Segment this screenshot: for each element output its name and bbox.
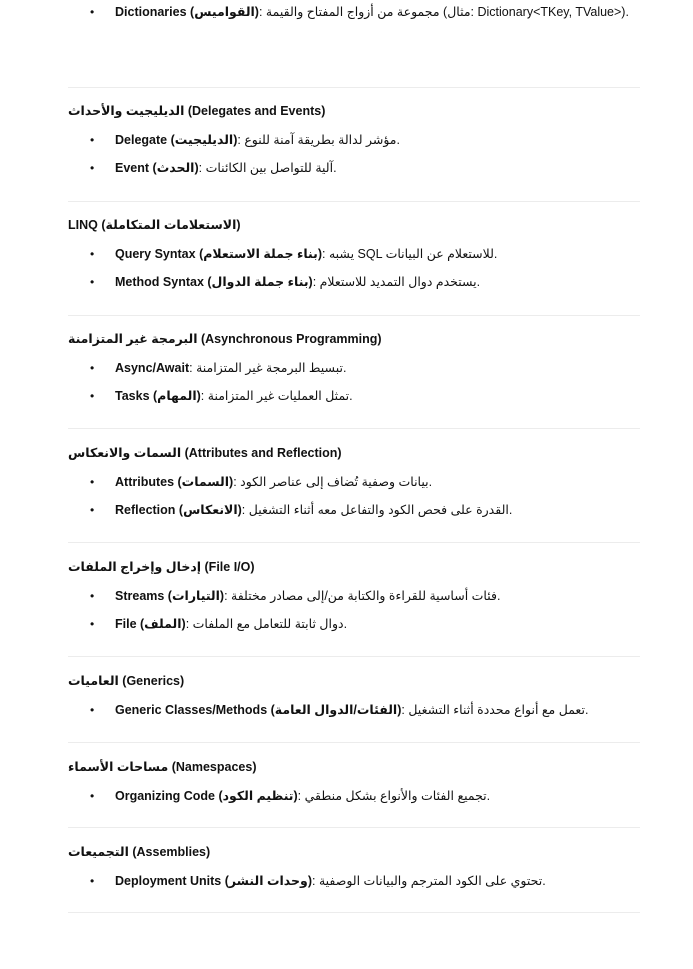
bullet: • — [90, 703, 95, 717]
list-item-text — [115, 788, 490, 804]
list-item-text — [115, 246, 497, 262]
list-item-text — [115, 588, 500, 604]
list-item — [0, 4, 693, 20]
item-term: Dictionaries (القواميس) — [115, 5, 259, 19]
item-term: Event (الحدث) — [115, 161, 199, 175]
section-heading: السمات والانعكاس (Attributes and Reflection) — [68, 446, 342, 460]
item-term: Streams (التيارات) — [115, 589, 225, 603]
item-description: : يستخدم دوال التمديد للاستعلام. — [312, 275, 481, 289]
list-item-text — [115, 502, 512, 518]
section-divider — [68, 742, 640, 743]
list-item-text — [115, 4, 629, 20]
section-divider — [68, 428, 640, 429]
section-divider — [68, 827, 640, 828]
item-description: : يشبه SQL للاستعلام عن البيانات. — [322, 247, 498, 261]
section-heading: العاميات (Generics) — [68, 674, 185, 688]
list-item — [0, 360, 693, 376]
list-item — [0, 616, 693, 632]
item-term: Attributes (السمات) — [115, 475, 234, 489]
bullet: • — [90, 617, 95, 631]
item-term: Delegate (الديليجيت) — [115, 133, 238, 147]
item-term: Organizing Code (تنظيم الكود) — [115, 789, 298, 803]
bullet: • — [90, 361, 95, 375]
list-item-text — [115, 274, 480, 290]
list-item — [0, 788, 693, 804]
item-term: Async/Await — [115, 361, 190, 375]
bullet: • — [90, 874, 95, 888]
item-term: Reflection (الانعكاس) — [115, 503, 242, 517]
bullet: • — [90, 389, 95, 403]
list-item — [0, 160, 693, 176]
section-divider — [68, 201, 640, 202]
bullet: • — [90, 789, 95, 803]
item-description: : تبسيط البرمجة غير المتزامنة. — [189, 361, 347, 375]
item-term: Method Syntax (بناء جملة الدوال) — [115, 275, 313, 289]
bullet: • — [90, 133, 95, 147]
item-term: Tasks (المهام) — [115, 389, 201, 403]
item-term: Generic Classes/Methods (الفئات/الدوال العامة) — [115, 703, 402, 717]
item-description: : تعمل مع أنواع محددة أثناء التشغيل. — [401, 703, 589, 717]
bullet: • — [90, 247, 95, 261]
bullet: • — [90, 475, 95, 489]
item-description: : دوال ثابتة للتعامل مع الملفات. — [185, 617, 348, 631]
list-item — [0, 246, 693, 262]
list-item — [0, 702, 693, 718]
item-description: : بيانات وصفية تُضاف إلى عناصر الكود. — [233, 475, 433, 489]
section-heading: التجميعات (Assemblies) — [68, 845, 211, 859]
bullet: • — [90, 275, 95, 289]
list-item — [0, 502, 693, 518]
list-item — [0, 873, 693, 889]
bullet: • — [90, 503, 95, 517]
list-item-text — [115, 388, 353, 404]
item-description: : تجميع الفئات والأنواع بشكل منطقي. — [297, 789, 491, 803]
section-divider — [68, 87, 640, 88]
list-item-text — [115, 160, 337, 176]
bullet: • — [90, 589, 95, 603]
item-term: Query Syntax (بناء جملة الاستعلام) — [115, 247, 322, 261]
list-item-text — [115, 360, 346, 376]
bullet: • — [90, 161, 95, 175]
bullet: • — [90, 5, 95, 19]
list-item — [0, 474, 693, 490]
list-item-text — [115, 702, 588, 718]
item-description: : مجموعة من أزواج المفتاح والقيمة (مثال: Dictionary<TKey, TValue>). — [258, 5, 629, 19]
section-heading: البرمجة غير المتزامنة (Asynchronous Programming) — [68, 332, 382, 346]
section-heading: مساحات الأسماء (Namespaces) — [68, 760, 257, 774]
item-description: : القدرة على فحص الكود والتفاعل معه أثناء التشغيل. — [241, 503, 513, 517]
list-item-text — [115, 616, 347, 632]
list-item-text — [115, 873, 546, 889]
item-description: : مؤشر لدالة بطريقة آمنة للنوع. — [237, 133, 400, 147]
list-item — [0, 388, 693, 404]
list-item — [0, 132, 693, 148]
section-divider — [68, 542, 640, 543]
item-description: : تحتوي على الكود المترجم والبيانات الوصفية. — [311, 874, 546, 888]
item-description: : آلية للتواصل بين الكائنات. — [198, 161, 337, 175]
list-item — [0, 274, 693, 290]
item-description: : فئات أساسية للقراءة والكتابة من/إلى مصادر مختلفة. — [224, 589, 501, 603]
list-item — [0, 588, 693, 604]
section-heading: LINQ (الاستعلامات المتكاملة) — [68, 218, 241, 232]
section-heading: الديليجيت والأحداث (Delegates and Events) — [68, 104, 326, 118]
section-heading: إدخال وإخراج الملفات (File I/O) — [68, 560, 255, 574]
item-description: : تمثل العمليات غير المتزامنة. — [200, 389, 353, 403]
section-divider — [68, 315, 640, 316]
section-divider — [68, 912, 640, 913]
section-divider — [68, 656, 640, 657]
item-term: File (الملف) — [115, 617, 186, 631]
item-term: Deployment Units (وحدات النشر) — [115, 874, 312, 888]
list-item-text — [115, 474, 432, 490]
list-item-text — [115, 132, 400, 148]
